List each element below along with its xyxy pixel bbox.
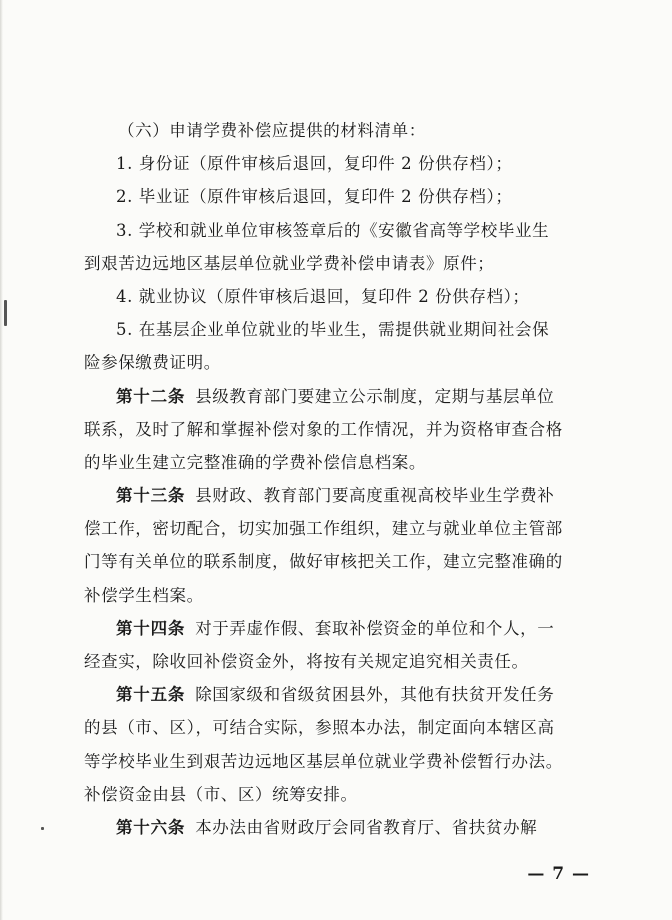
- paragraph-line: 联系，及时了解和掌握补偿对象的工作情况，并为资格审查合格: [84, 419, 563, 439]
- paragraph-line: 偿工作，密切配合，切实加强工作组织，建立与就业单位主管部: [84, 519, 563, 539]
- list-item: 1. 身份证（原件审核后退回，复印件 2 份供存档）；: [116, 154, 513, 174]
- paragraph-line: 的县（市、区），可结合实际，参照本办法，制定面向本辖区高: [84, 718, 555, 738]
- article-heading: 第十五条: [116, 685, 186, 705]
- list-item-continued: 险参保缴费证明。: [84, 353, 221, 373]
- article-14: [84, 612, 592, 645]
- scan-edge: [0, 0, 3, 920]
- article-heading: 第十三条: [116, 486, 186, 506]
- scan-speck: [41, 827, 44, 830]
- list-item: 2. 毕业证（原件审核后退回，复印件 2 份供存档）；: [116, 187, 513, 207]
- list-item: 4. 就业协议（原件审核后退回，复印件 2 份供存档）；: [116, 286, 530, 306]
- document-body: [84, 114, 592, 844]
- article-text: 对于弄虚作假、套取补偿资金的单位和个人，一: [195, 618, 555, 638]
- article-16: [84, 811, 592, 844]
- paragraph-line: 补偿学生档案。: [84, 585, 204, 605]
- article-15: [84, 678, 592, 711]
- article-text: 县级教育部门要建立公示制度，定期与基层单位: [195, 386, 555, 406]
- list-item: 5. 在基层企业单位就业的毕业生，需提供就业期间社会保: [116, 320, 550, 340]
- paragraph-line: 补偿资金由县（市、区）统筹安排。: [84, 784, 358, 804]
- article-heading: 第十四条: [116, 618, 186, 638]
- article-text: 县财政、教育部门要高度重视高校毕业生学费补: [195, 486, 555, 506]
- article-heading: 第十二条: [116, 386, 186, 406]
- scan-speck: [4, 300, 7, 326]
- paragraph-line: 门等有关单位的联系制度，做好审核把关工作，建立完整准确的: [84, 552, 563, 572]
- paragraph-line: 经查实，除收回补偿资金外，将按有关规定追究相关责任。: [84, 652, 529, 671]
- paragraph-line: 等学校毕业生到艰苦边远地区基层单位就业学费补偿暂行办法。: [84, 751, 563, 771]
- article-text: 本办法由省财政厅会同省教育厅、省扶贫办解: [195, 817, 538, 837]
- section-heading: （六）申请学费补偿应提供的材料清单：: [118, 121, 426, 140]
- page-number: — 7 —: [527, 864, 590, 884]
- list-item: 3. 学校和就业单位审核签章后的《安徽省高等学校毕业生: [116, 220, 550, 240]
- list-item-continued: 到艰苦边远地区基层单位就业学费补偿申请表》原件；: [84, 253, 495, 273]
- article-13: [84, 479, 592, 512]
- paragraph-line: 的毕业生建立完整准确的学费补偿信息档案。: [84, 452, 426, 472]
- article-text: 除国家级和省级贫困县外，其他有扶贫开发任务: [195, 685, 555, 705]
- article-12: [84, 380, 592, 413]
- article-heading: 第十六条: [116, 817, 186, 837]
